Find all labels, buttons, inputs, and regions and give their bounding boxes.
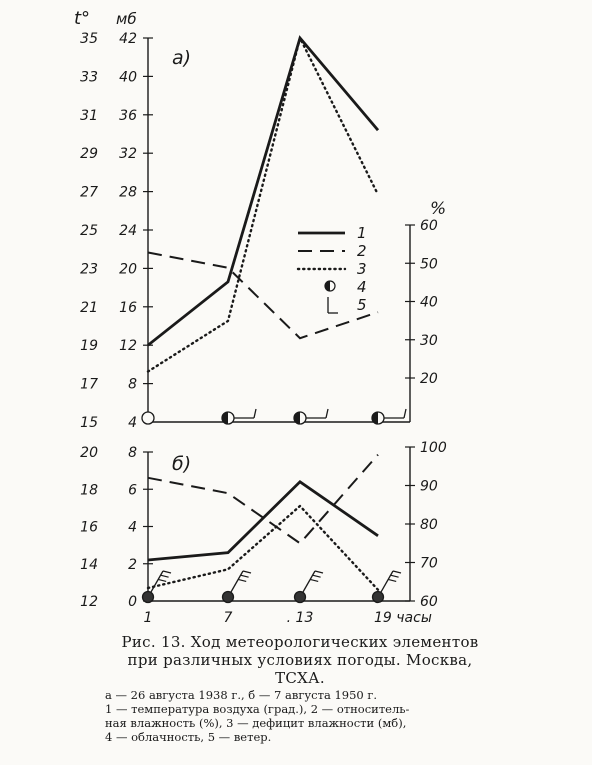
wind-barb-icon (243, 571, 251, 573)
panel-label: а) (172, 47, 192, 69)
wind-barb-icon (388, 579, 396, 581)
mb-tick-label: 36 (119, 107, 137, 124)
temp-tick-label: 27 (80, 184, 98, 201)
mb-tick-label: 28 (119, 184, 137, 201)
temp-tick-label: 17 (80, 376, 98, 393)
cloud-empty-icon (142, 412, 154, 424)
cloud-full-icon (373, 592, 384, 603)
x-tick-label: 19 часы (374, 610, 432, 626)
temp-tick-label: 25 (80, 223, 98, 239)
caption-line-1: Рис. 13. Ход метеорологических элементов (121, 633, 479, 651)
pct-tick-label: 20 (420, 371, 438, 387)
wind-barb-icon (161, 575, 169, 577)
pct-tick-label: 30 (420, 332, 438, 349)
wind-shaft-icon (151, 571, 163, 592)
mb-tick-label: 24 (119, 223, 137, 239)
pct-tick-label: 70 (420, 555, 438, 572)
wind-barb-icon (313, 575, 321, 577)
series-1-line (148, 38, 378, 345)
legend-label-1: 1 (357, 224, 367, 242)
mb-axis-label: мб (116, 10, 137, 28)
temp-tick-label: 23 (80, 261, 98, 278)
panel-label: б) (172, 453, 192, 475)
wind-barb-icon (326, 409, 328, 418)
wind-barb-icon (241, 575, 249, 577)
series-1-line (148, 482, 378, 560)
cloud-full-icon (143, 592, 154, 603)
temp-tick-label: 29 (80, 146, 98, 163)
x-tick-label: 1 (143, 610, 153, 626)
legend-label-2: 2 (357, 242, 367, 260)
figure-notes (105, 688, 495, 744)
pct-tick-label: 90 (420, 478, 438, 495)
mb-tick-label: 12 (119, 338, 137, 355)
wind-barb-icon (315, 571, 323, 573)
wind-shaft-icon (303, 571, 315, 592)
series-2-line (148, 253, 378, 339)
mb-tick-label: 4 (128, 415, 137, 431)
temp-tick-label: 20 (80, 445, 98, 461)
caption-line-2: при различных условиях погоды. Москва, (127, 651, 473, 669)
temp-tick-label: 19 (80, 338, 98, 355)
wind-barb-icon (158, 579, 166, 581)
pct-tick-label: 100 (420, 440, 447, 456)
temp-tick-label: 12 (80, 594, 98, 610)
temp-tick-label: 31 (80, 107, 98, 124)
mb-tick-label: 40 (119, 69, 137, 86)
wind-barb-icon (163, 571, 171, 573)
wind-barb-icon (254, 409, 256, 418)
mb-tick-label: 32 (119, 146, 137, 163)
temp-tick-label: 15 (80, 415, 98, 431)
temp-tick-label: 33 (80, 69, 98, 86)
mb-tick-label: 6 (128, 482, 137, 499)
x-tick-label: . 13 (286, 610, 314, 626)
wind-barb-icon (238, 579, 246, 581)
temp-tick-label: 14 (80, 556, 98, 573)
mb-tick-label: 0 (128, 594, 137, 610)
temp-tick-label: 35 (80, 31, 98, 47)
temp-tick-label: 16 (80, 519, 98, 536)
pct-tick-label: 40 (420, 294, 438, 311)
panel-a (74, 8, 446, 431)
panel-b (80, 440, 447, 626)
pct-tick-label: 60 (420, 594, 438, 610)
temp-axis-label: t° (74, 8, 91, 29)
legend-label-5: 5 (357, 296, 367, 314)
mb-tick-label: 20 (119, 261, 137, 278)
mb-tick-label: 16 (119, 299, 137, 316)
wind-shaft-icon (381, 571, 393, 592)
wind-shaft-icon (231, 571, 243, 592)
figure-caption (110, 633, 490, 687)
notes-line-2: 1 — температура воздуха (град.), 2 — относитель- (105, 702, 410, 716)
wind-barb-icon (391, 575, 399, 577)
caption-line-3: ТСХА. (275, 669, 325, 687)
mb-tick-label: 8 (128, 376, 137, 393)
mb-tick-label: 8 (128, 445, 137, 461)
pct-tick-label: 60 (420, 218, 438, 234)
mb-tick-label: 4 (128, 519, 137, 536)
wind-barb-icon (404, 409, 406, 418)
pct-tick-label: 50 (420, 256, 438, 273)
mb-tick-label: 2 (128, 556, 137, 573)
wind-barb-icon (310, 579, 318, 581)
x-tick-label: 7 (223, 610, 233, 626)
notes-line-3: ная влажность (%), 3 — дефицит влажности (мб), (105, 716, 407, 730)
mb-tick-label: 42 (119, 31, 137, 47)
notes-line-4: 4 — облачность, 5 — ветер. (105, 730, 272, 744)
legend-label-4: 4 (357, 278, 367, 296)
wind-barb-icon (393, 571, 401, 573)
notes-line-1: а — 26 августа 1938 г., б — 7 августа 1950 г. (105, 688, 378, 702)
legend-label-3: 3 (357, 260, 367, 278)
temp-tick-label: 18 (80, 482, 98, 499)
temp-tick-label: 21 (80, 299, 98, 316)
pct-tick-label: 80 (420, 517, 438, 533)
cloud-full-icon (223, 592, 234, 603)
pct-axis-label: % (430, 199, 447, 219)
cloud-full-icon (295, 592, 306, 603)
